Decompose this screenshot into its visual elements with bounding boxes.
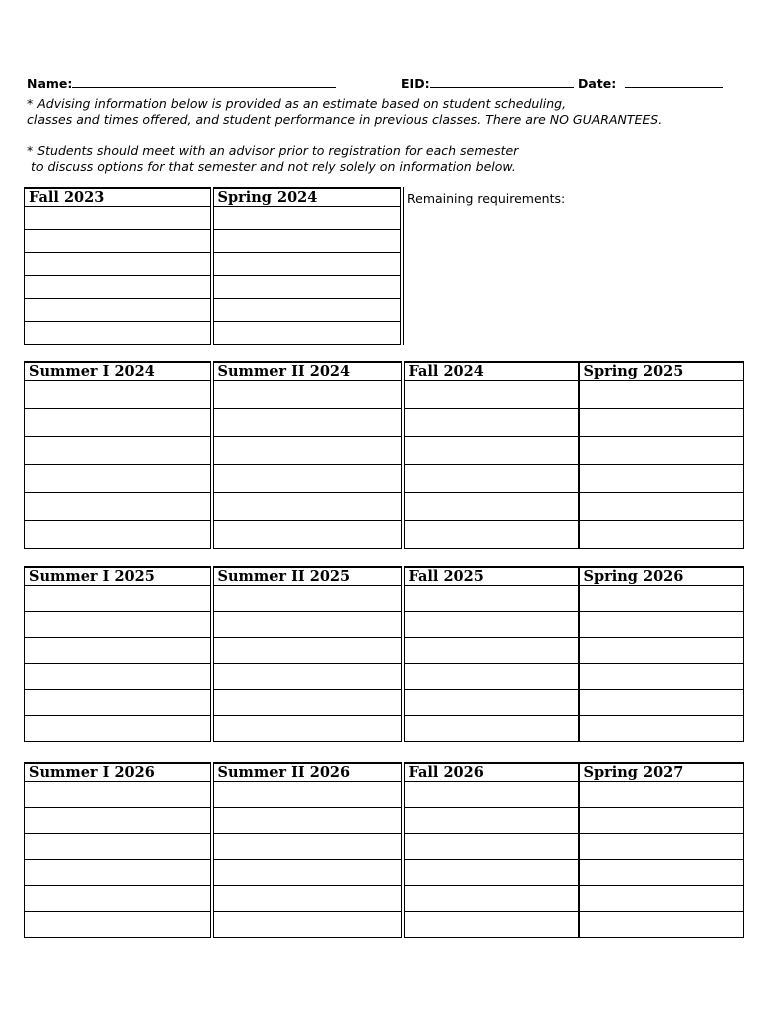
course-cell[interactable] — [403, 612, 579, 638]
course-cell[interactable] — [212, 834, 403, 860]
course-cell[interactable] — [25, 664, 212, 690]
course-cell[interactable] — [212, 465, 403, 493]
course-cell[interactable] — [212, 808, 403, 834]
semester-header: Summer II 2024 — [212, 362, 403, 381]
date-field[interactable] — [578, 74, 723, 91]
course-cell[interactable] — [25, 299, 212, 322]
semester-header: Spring 2026 — [579, 567, 744, 586]
course-cell[interactable] — [403, 521, 579, 549]
eid-line[interactable] — [430, 74, 574, 88]
note-line-4: to discuss options for that semester and not rely solely on information below. — [27, 159, 516, 174]
semester-header: Summer I 2025 — [25, 567, 212, 586]
course-cell[interactable] — [579, 690, 744, 716]
semester-header: Summer I 2026 — [25, 763, 212, 782]
semester-header: Fall 2024 — [403, 362, 579, 381]
course-cell[interactable] — [212, 253, 402, 276]
note-line-1: * Advising information below is provided as an estimate based on student scheduling, — [27, 96, 567, 111]
course-cell[interactable] — [25, 638, 212, 664]
course-cell[interactable] — [403, 465, 579, 493]
course-cell[interactable] — [579, 716, 744, 742]
course-cell[interactable] — [212, 690, 403, 716]
name-field[interactable] — [27, 74, 336, 91]
course-cell[interactable] — [212, 782, 403, 808]
course-cell[interactable] — [403, 638, 579, 664]
course-cell[interactable] — [212, 860, 403, 886]
course-cell[interactable] — [212, 207, 402, 230]
course-cell[interactable] — [403, 808, 579, 834]
course-cell[interactable] — [579, 409, 744, 437]
course-cell[interactable] — [25, 782, 212, 808]
remaining-requirements-label: Remaining requirements: — [407, 191, 566, 206]
course-cell[interactable] — [403, 716, 579, 742]
course-cell[interactable] — [25, 465, 212, 493]
course-cell[interactable] — [403, 912, 579, 938]
course-cell[interactable] — [212, 322, 402, 345]
course-cell[interactable] — [403, 381, 579, 409]
course-cell[interactable] — [25, 521, 212, 549]
course-cell[interactable] — [25, 437, 212, 465]
course-cell[interactable] — [25, 834, 212, 860]
name-line[interactable] — [72, 74, 336, 88]
eid-field[interactable] — [401, 74, 574, 91]
advisor-note — [27, 143, 518, 175]
semester-header: Summer II 2025 — [212, 567, 403, 586]
course-cell[interactable] — [403, 586, 579, 612]
course-cell[interactable] — [25, 230, 212, 253]
course-cell[interactable] — [212, 612, 403, 638]
course-cell[interactable] — [579, 612, 744, 638]
semester-header: Summer II 2026 — [212, 763, 403, 782]
course-cell[interactable] — [403, 664, 579, 690]
name-label: Name: — [27, 76, 73, 91]
note-line-3: * Students should meet with an advisor prior to registration for each semester — [27, 143, 519, 158]
course-cell[interactable] — [212, 586, 403, 612]
semester-header: Fall 2026 — [403, 763, 579, 782]
semester-header: Fall 2023 — [25, 188, 212, 207]
course-cell[interactable] — [212, 638, 403, 664]
semester-grid-2 — [24, 361, 744, 549]
course-cell[interactable] — [25, 253, 212, 276]
course-cell[interactable] — [579, 664, 744, 690]
course-cell[interactable] — [212, 493, 403, 521]
course-cell[interactable] — [25, 860, 212, 886]
course-cell[interactable] — [403, 437, 579, 465]
course-cell[interactable] — [212, 299, 402, 322]
course-cell[interactable] — [403, 690, 579, 716]
course-cell[interactable] — [579, 437, 744, 465]
course-cell[interactable] — [579, 782, 744, 808]
course-cell[interactable] — [212, 912, 403, 938]
course-cell[interactable] — [403, 860, 579, 886]
course-cell[interactable] — [25, 886, 212, 912]
course-cell[interactable] — [579, 381, 744, 409]
eid-label: EID: — [401, 76, 430, 91]
course-cell[interactable] — [212, 381, 403, 409]
course-cell[interactable] — [579, 521, 744, 549]
note-line-2: classes and times offered, and student performance in previous classes. There are NO GUARANTEES. — [27, 112, 663, 127]
semester-header: Spring 2024 — [212, 188, 402, 207]
course-cell[interactable] — [212, 521, 403, 549]
semester-grid-3 — [24, 566, 744, 742]
semester-grid-4 — [24, 762, 744, 938]
course-cell[interactable] — [212, 276, 402, 299]
course-cell[interactable] — [25, 493, 212, 521]
course-cell[interactable] — [25, 409, 212, 437]
course-cell[interactable] — [579, 886, 744, 912]
course-cell[interactable] — [25, 690, 212, 716]
course-cell[interactable] — [579, 638, 744, 664]
course-cell[interactable] — [579, 912, 744, 938]
advising-note — [27, 96, 662, 128]
course-cell[interactable] — [25, 586, 212, 612]
course-cell[interactable] — [579, 493, 744, 521]
course-cell[interactable] — [25, 207, 212, 230]
course-cell[interactable] — [25, 912, 212, 938]
course-cell[interactable] — [25, 381, 212, 409]
course-cell[interactable] — [25, 808, 212, 834]
course-cell[interactable] — [212, 886, 403, 912]
course-cell[interactable] — [25, 322, 212, 345]
semester-grid-1 — [24, 187, 404, 345]
course-cell[interactable] — [403, 782, 579, 808]
course-cell[interactable] — [212, 664, 403, 690]
course-cell[interactable] — [25, 612, 212, 638]
semester-header: Spring 2027 — [579, 763, 744, 782]
course-cell[interactable] — [212, 437, 403, 465]
course-cell[interactable] — [212, 230, 402, 253]
course-cell[interactable] — [579, 860, 744, 886]
course-cell[interactable] — [579, 586, 744, 612]
course-cell[interactable] — [403, 834, 579, 860]
course-cell[interactable] — [579, 834, 744, 860]
course-cell[interactable] — [579, 808, 744, 834]
course-cell[interactable] — [25, 276, 212, 299]
date-label: Date: — [578, 76, 617, 91]
course-cell[interactable] — [212, 716, 403, 742]
course-cell[interactable] — [403, 886, 579, 912]
semester-header: Spring 2025 — [579, 362, 744, 381]
semester-header: Fall 2025 — [403, 567, 579, 586]
course-cell[interactable] — [403, 493, 579, 521]
date-line[interactable] — [625, 74, 723, 88]
course-cell[interactable] — [403, 409, 579, 437]
course-cell[interactable] — [579, 465, 744, 493]
semester-header: Summer I 2024 — [25, 362, 212, 381]
course-cell[interactable] — [25, 716, 212, 742]
course-cell[interactable] — [212, 409, 403, 437]
